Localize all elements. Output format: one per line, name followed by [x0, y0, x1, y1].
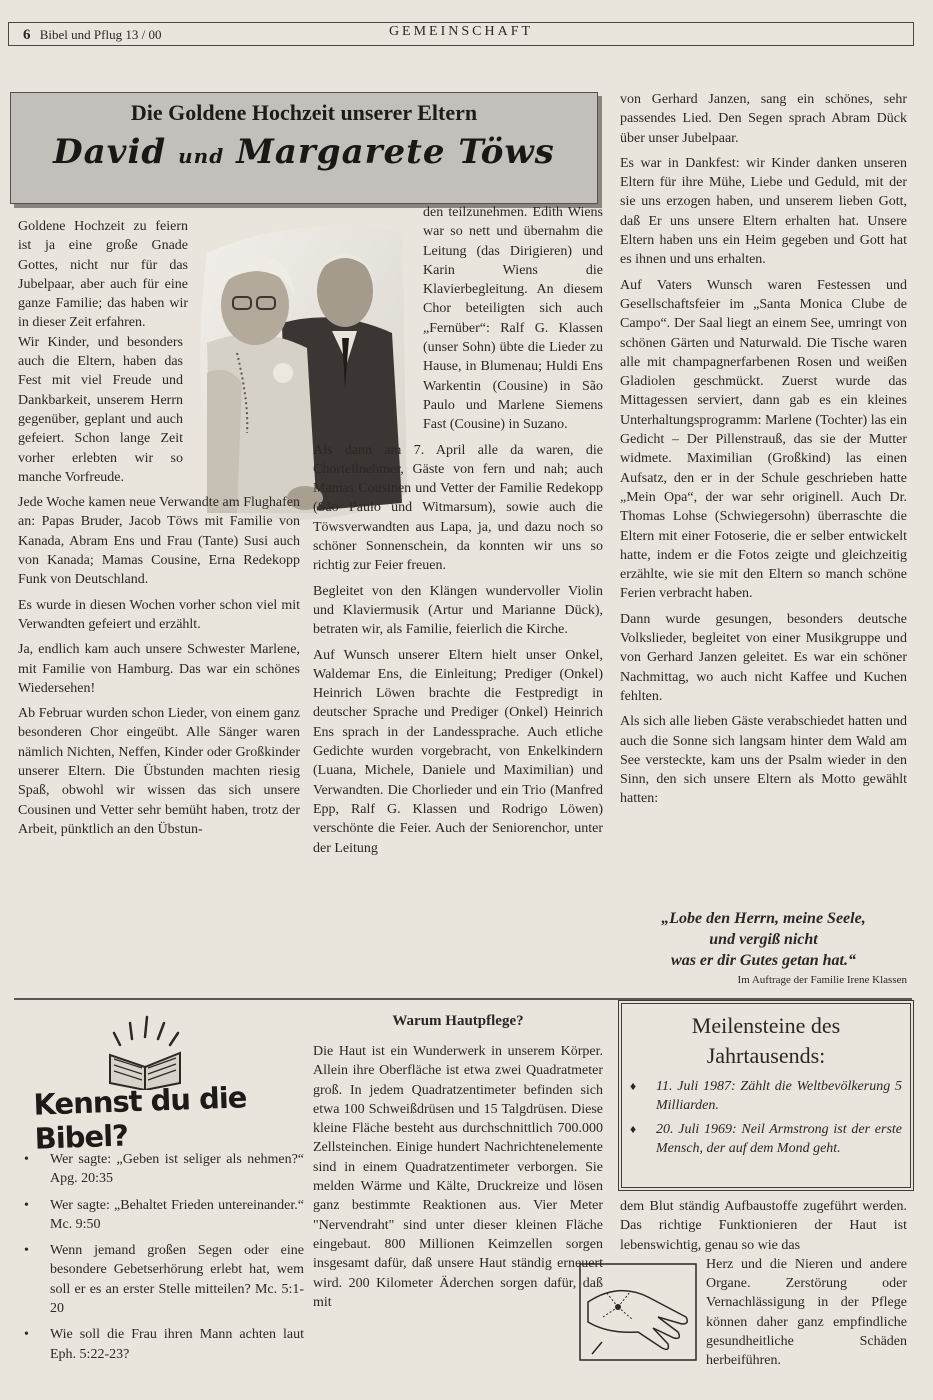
motto-line-3: was er dir Gutes getan hat.“ [671, 952, 856, 969]
article-title: Die Goldene Hochzeit unserer Eltern [130, 100, 478, 125]
col1-paragraph-2: Wir Kinder, und besonders auch die Eltern, haben das Fest mit viel Freude und Dankbarkeit, unserem Herrn gegenüber, geplant und auch gefeiert. Schon lange Zeit vorher erlebten wir so manche Vorfreude. [18, 334, 183, 485]
milestones-title-line-2: Jahrtausends: [706, 1043, 826, 1068]
section-title: GEMEINSCHAFT [388, 24, 534, 39]
col3-paragraph-1: von Gerhard Janzen, sang ein schönes, sehr passendes Lied. Den Segen sprach Abram Dück über unser Jubelpaar. [620, 92, 907, 146]
name-and: und [178, 144, 225, 168]
col1-paragraph-3: Jede Woche kamen neue Verwandte am Flughafen an: Papas Bruder, Jacob Töws mit Familie von Kanada, Abram Ens und Frau (Tante) Susi auch von Kanada; Mamas Cousine, Erna Redekopp Funk von Deutschland. [18, 495, 300, 588]
article-column-3 [620, 90, 907, 809]
milestones-title-line-1: Meilensteine des [691, 1013, 841, 1038]
quiz-item: • Wer sagte: „Behaltet Frieden untereinander.“ Mc. 9:50 [22, 1196, 304, 1235]
col3-paragraph-4: Dann wurde gesungen, besonders deutsche Volkslieder, begleitet von einer Musikgruppe und von Gerhard Janzen geleitet. Es war ein schöner Nachmittag, wo auch nicht Kaffee und Kuchen fehlten. [620, 611, 907, 704]
article-title-box [10, 92, 598, 204]
col1-paragraph-4: Es wurde in diesen Wochen vorher schon viel mit Verwandten gefeiert und erzählt. [18, 597, 300, 632]
milestone-item: ♦ 11. Juli 1987: Zählt die Weltbevölkerung 5 Milliarden. [630, 1077, 902, 1116]
publication-name: Bibel und Pflug 13 / 00 [39, 27, 162, 42]
col3-paragraph-2: Es war in Dankfest: wir Kinder danken unseren Eltern für ihre Mühe, Liebe und Geduld, mit der sie uns erzogen haben, und unserem lieben Gott, daß Er uns unsere Eltern erhalten hat. Unsere Eltern haben uns ein Heim gegeben und Gott hat es ihnen und uns erhalten. [620, 155, 907, 268]
col2-paragraph-4: Auf Wunsch unserer Eltern hielt unser Onkel, Waldemar Ens, die Einleitung; Prediger (Onkel) Heinrich Löwen brachte die Festpredigt in deutscher Sprache und Prediger (Onkel) Heinrich Ens sprach in der Landessprache. Auch etliche Gedichte wurden vorgebracht, von Enkelkindern (Luana, Michele, Daniele und Maximilian) und Verwandten. Die Chorlieder und ein Trio (Manfred Epp, Ralf G. Klassen und Rodrigo Löwen) verschönte die Feier. Auch der Seniorenchor, unter der Leitung [313, 647, 603, 856]
quiz-item: • Wie soll die Frau ihren Mann achten laut Eph. 5:22-23? [22, 1325, 304, 1364]
quiz-item: • Wer sagte: „Geben ist seliger als nehmen?“ Apg. 20:35 [22, 1150, 304, 1189]
psalm-motto [620, 908, 907, 971]
name-second: Margarete Töws [236, 132, 555, 172]
milestones-title [622, 1011, 910, 1071]
col3-paragraph-5: Als sich alle lieben Gäste verabschiedet hatten und auch die Sonne sich langsam hinter dem Wald am See versteckte, kam uns der Psalm wieder in den Sinn, den sich unsere Eltern als Motto gewählt hatten: [620, 714, 907, 807]
motto-line-2: und vergiß nicht [709, 931, 818, 948]
skin-hand-icon [578, 1262, 698, 1362]
milestone-item: ♦ 20. Juli 1969: Neil Armstrong ist der erste Mensch, der auf dem Mond geht. [630, 1120, 902, 1159]
article-signature: Im Auftrage der Familie Irene Klassen [737, 974, 907, 986]
hautpflege-column-1 [313, 1042, 603, 1312]
article-names [11, 132, 597, 172]
hautpflege-paragraph-2a: dem Blut ständig Aufbaustoffe zugeführt werden. Das richtige Funktionieren der Haut ist lebenswichtig, genau so wie das [620, 1199, 907, 1253]
milestones-box [621, 1003, 911, 1188]
open-book-icon [100, 1005, 190, 1090]
section-divider [14, 998, 912, 1000]
col2-paragraph-3: Begleitet von den Klängen wundervoller Violin und Klaviermusik (Artur und Marianne Dück), betraten wir, als Familie, feierlich die Kirche. [313, 583, 603, 638]
hautpflege-paragraph-2b: Herz und die Nieren und andere Organe. Zerstörung oder Vernachlässigung in der Pflege können daher ganz empfindliche gesundheitliche Schäden herbeiführen. [706, 1256, 907, 1369]
quiz-item: • Wenn jemand großen Segen oder eine besondere Gebetserhörung erlebt hat, wem soll er es an erster Stelle mitteilen? Mc. 5:1-20 [22, 1241, 304, 1318]
milestones-list [630, 1077, 902, 1158]
quiz-list [22, 1150, 304, 1371]
quiz-title: Kennst du die Bibel? [32, 1080, 247, 1156]
col1-paragraph-5: Ja, endlich kam auch unsere Schwester Marlene, mit Familie von Hamburg. Das war ein schönes Wiedersehen! [18, 642, 300, 696]
hautpflege-title: Warum Hautpflege? [392, 1013, 524, 1029]
article-column-1 [18, 217, 300, 839]
article-column-2 [313, 203, 603, 858]
name-first: David [53, 132, 167, 172]
col1-paragraph-1: Goldene Hochzeit zu feiern ist ja eine große Gnade Gottes, nicht nur für das Jubelpaar, aber auch für eine ganze Familie; das haben wir in dieser Zeit erfahren. [18, 219, 188, 331]
col3-paragraph-3: Auf Vaters Wunsch waren Festessen und Gesellschaftsfeier im „Santa Monica Clube de Campo“. Der Saal liegt an einem See, umringt von schönen Gärten und Naturwald. Die Tische waren alle mit champagnerfarbenen Rosen und weißen Gladiolen geschmückt. Zuerst wurde das Mittagessen serviert, dann gab es ein kleines Unterhaltungsprogramm: Marlene (Tochter) las ein Gedicht – Der Pillenstrauß, das sie der Mutter widmete. Maximilian (Großkind) las einen Aufsatz, den er in der Schule geschrieben hatte „Mein Opa“, der war sehr originell. Auch Dr. Thomas Lohse (Schwiegersohn) überraschte die Eltern mit einer Fotoserie, die er selber entwickelt hatte, indem er die Fotos zeigte und gleichzeitig erzählte, wie sie mit den Eltern so manch schöne Ferien verbracht haben. [620, 277, 907, 602]
page-header [8, 22, 914, 46]
hautpflege-paragraph-1: Die Haut ist ein Wunderwerk in unserem Körper. Allein ihre Oberfläche ist etwa zwei Quadratmeter groß. In jedem Quadratzentimeter befinden sich etwa 100 Schweißdrüsen und 15 Talgdrüsen. Diese kleine Fläche besteht aus durchschnittlich 700.000 Zellsteinchen. Einige hundert Nachrichtenelemente sind in einem Quadratzentimeter verborgen. Sie melden Wärme und Kälte, Druckreize und lösen ganz bestimmte Reaktionen aus. Vier Meter "Nervendraht" sind unter dieser kleinen Fläche eingebaut. 800 Millionen Keimzellen sorgen insgesamt dafür, daß unsere Haut ständig erneuert wird. 200 Kilometer Äderchen sorgen dafür, daß mit [313, 1044, 603, 1310]
col1-paragraph-6: Ab Februar wurden schon Lieder, von einem ganz besonderen Chor eingeübt. Alle Sänger waren nämlich Nichten, Neffen, Kinder oder Großkinder unserer Eltern. Die Übstunden machten riesig Spaß, obwohl wir wissen das sich unsere Cousinen und Vetter sehr bemüht haben, trotz der Arbeit, pünktlich an den Übstun- [18, 706, 300, 837]
motto-line-1: „Lobe den Herrn, meine Seele, [661, 910, 866, 927]
col2-paragraph-2: Als dann am 7. April alle da waren, die Chorteilnehmer, Gäste von fern und nah; auch Mamas Cousinen und Vetter der Familie Redekopp (São Paulo und Witmarsum), sowie auch die Töwsverwandten aus Lapa, ja, und dazu noch so schöner Sonnenschein, da konnten wir uns so richtig zur Feier freuen. [313, 442, 603, 574]
col2-paragraph-1: den teilzunehmen. Edith Wiens war so nett und übernahm die Leitung (das Dirigieren) und Karin Wiens die Klavierbegleitung. An diesem Chor beteiligten sich auch „Fernüber“: Ralf G. Klassen (unser Sohn) übte die Lieder zu Hause, in Blumenau; Huldi Ens Warkentin (Cousine) in São Paulo und Marlene Siemens Fast (Cousine) in Suzano. [423, 205, 603, 433]
page-number: 6 [23, 27, 31, 43]
